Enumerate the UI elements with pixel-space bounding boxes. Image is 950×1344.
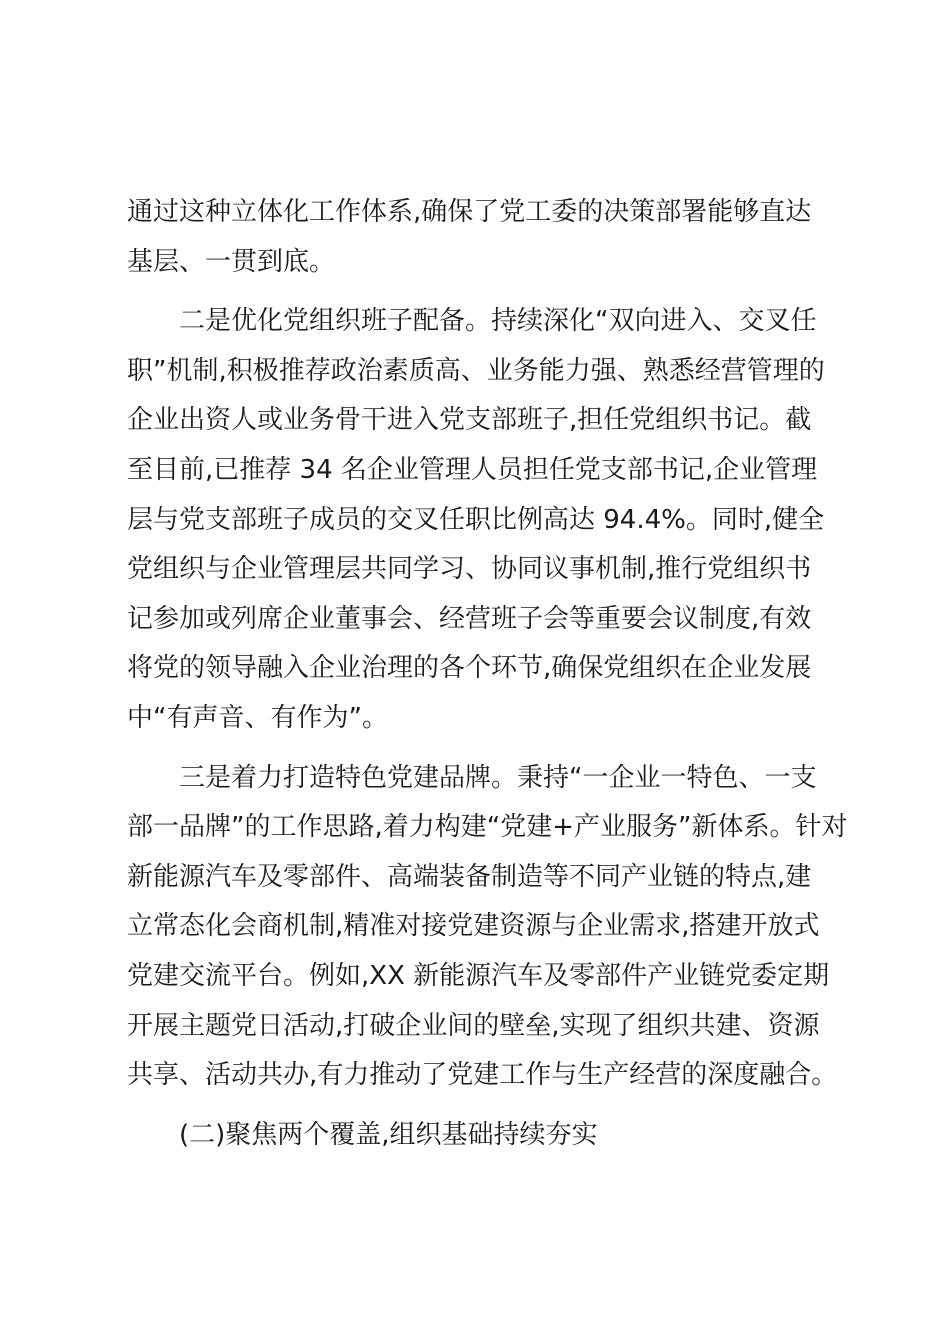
text-line: 共享、活动共办,有力推动了党建工作与生产经营的深度融合。 [127,1060,838,1091]
text-line: 二是优化党组织班子配备。持续深化“双向进入、交叉任 [179,306,817,337]
text-line: 将党的领导融入企业治理的各个环节,确保党组织在企业发展 [127,653,812,684]
paragraph-3 [127,754,848,1101]
text-line: 职”机制,积极推荐政治素质高、业务能力强、熟悉经营管理的 [127,355,825,386]
text-line: 企业出资人或业务骨干进入党支部班子,担任党组织书记。截 [127,405,812,436]
text-line: 记参加或列席企业董事会、经营班子会等重要会议制度,有效 [127,603,812,634]
paragraph-2 [127,297,827,743]
text-line: 通过这种立体化工作体系,确保了党工委的决策部署能够直达 [127,197,812,227]
text-line: 基层、一贯到底。 [127,246,336,277]
text-line: 层与党支部班子成员的交叉任职比例高达 94.4%。同时,健全 [127,504,825,535]
text-line: 党组织与企业管理层共同学习、协同议事机制,推行党组织书 [127,554,812,585]
text-line: 至目前,已推荐 34 名企业管理人员担任党支部书记,企业管理 [127,454,818,485]
text-line: 中“有声音、有作为”。 [127,702,388,733]
text-line: 三是着力打造特色党建品牌。秉持“一企业一特色、一支 [179,762,817,793]
document-body [127,188,848,1160]
paragraph-1 [127,188,827,287]
text-line: 立常态化会商机制,精准对接党建资源与企业需求,搭建开放式 [127,911,820,942]
text-line: 开展主题党日活动,打破企业间的壁垒,实现了组织共建、资源 [127,1010,820,1041]
heading-line: (二)聚焦两个覆盖,组织基础持续夯实 [179,1119,598,1150]
text-line: 部一品牌”的工作思路,着力构建“党建+产业服务”新体系。针对 [127,812,848,843]
text-line: 党建交流平台。例如,XX 新能源汽车及零部件产业链党委定期 [127,960,830,991]
section-heading [127,1111,827,1161]
text-line: 新能源汽车及零部件、高端装备制造等不同产业链的特点,建 [127,861,812,892]
